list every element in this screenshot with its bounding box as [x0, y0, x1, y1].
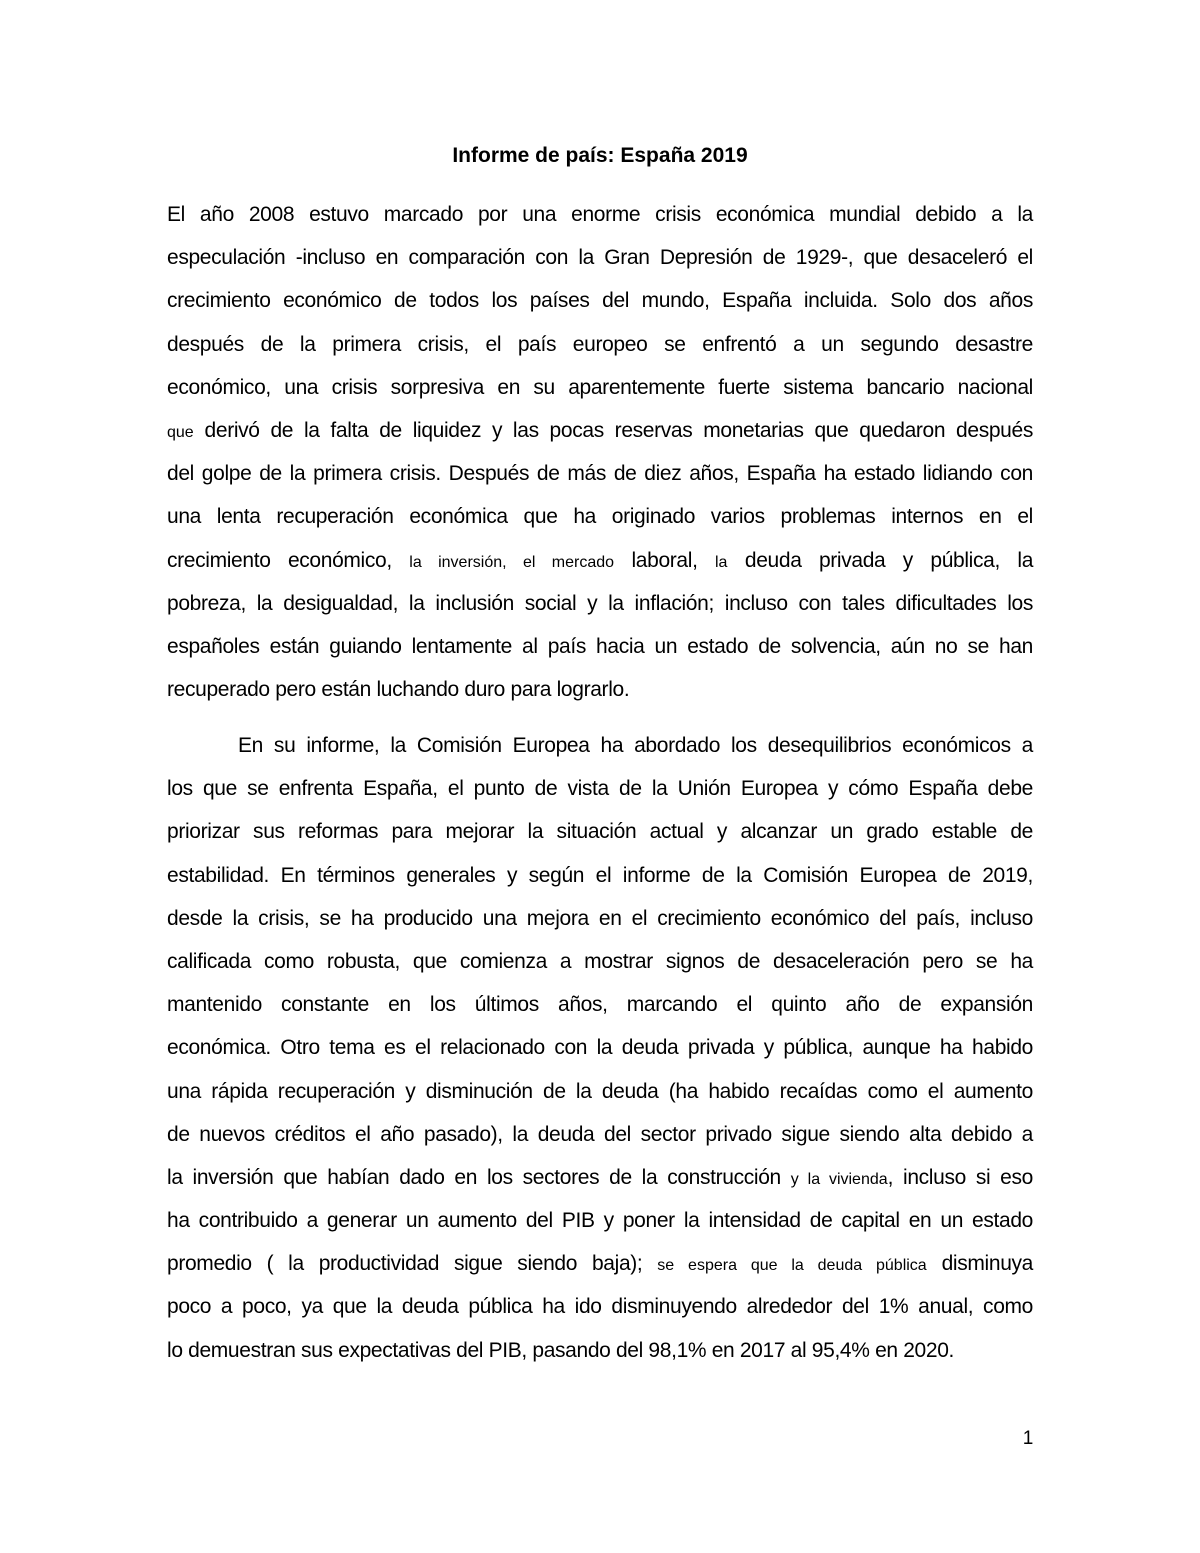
paragraph-line: ha contribuido a generar un aumento del PIB y poner la intensidad de capital en un estado	[167, 1209, 1033, 1233]
paragraph-line: económica. Otro tema es el relacionado con la deuda privada y pública, aunque ha habido	[167, 1036, 1033, 1060]
paragraph-line	[167, 1160, 1033, 1203]
paragraph-line: económico, una crisis sorpresiva en su aparentemente fuerte sistema bancario nacional	[167, 375, 1033, 399]
paragraph-line: calificada como robusta, que comienza a mostrar signos de desaceleración pero se ha	[167, 949, 1033, 973]
text-segment-small: se espera que la deuda pública	[657, 1257, 927, 1275]
paragraph-line: estabilidad. En términos generales y según el informe de la Comisión Europea de 2019,	[167, 863, 1033, 887]
text-segment: disminuya	[926, 1252, 1033, 1276]
paragraph-line: mantenido constante en los últimos años, marcando el quinto año de expansión	[167, 993, 1033, 1017]
paragraph-line: una lenta recuperación económica que ha originado varios problemas internos en el	[167, 505, 1033, 529]
paragraph-line: desde la crisis, se ha producido una mejora en el crecimiento económico del país, incluso	[167, 906, 1033, 930]
paragraph-line: poco a poco, ya que la deuda pública ha ido disminuyendo alrededor del 1% anual, como	[167, 1295, 1033, 1319]
paragraph-line-last: recuperado pero están luchando duro para lograrlo.	[167, 678, 630, 702]
text-segment-small: la inversión, el mercado	[409, 553, 615, 571]
paragraph-line: crecimiento económico de todos los países del mundo, España incluida. Solo dos años	[167, 289, 1033, 313]
paragraph-line: del golpe de la primera crisis. Después de más de diez años, España ha estado lidiando con	[167, 462, 1033, 486]
text-segment: crecimiento económico,	[167, 548, 410, 572]
paragraph-line: una rápida recuperación y disminución de la deuda (ha habido recaídas como el aumento	[167, 1079, 1033, 1103]
text-segment-small: la	[715, 553, 728, 571]
text-segment: promedio ( la productividad sigue siendo baja);	[167, 1252, 658, 1276]
text-segment: derivó de la falta de liquidez y las pocas reservas monetarias que quedaron después	[193, 418, 1033, 442]
text-segment: , incluso si eso	[887, 1165, 1033, 1189]
document-title: Informe de país: España 2019	[452, 144, 748, 167]
paragraph-line: En su informe, la Comisión Europea ha abordado los desequilibrios económicos a	[238, 734, 1033, 757]
paragraph-1	[167, 197, 1033, 715]
text-segment: la inversión que habían dado en los sectores de la construcción	[167, 1165, 791, 1189]
text-segment: laboral,	[614, 548, 715, 572]
paragraph-line: españoles están guiando lentamente al país hacia un estado de solvencia, aún no se han	[167, 634, 1033, 658]
paragraph-line: pobreza, la desigualdad, la inclusión social y la inflación; incluso con tales dificultades los	[167, 591, 1033, 615]
paragraph-2	[167, 728, 1033, 1376]
paragraph-line: especulación -incluso en comparación con la Gran Depresión de 1929-, que desaceleró el	[167, 246, 1033, 270]
text-segment-small: y la vivienda	[790, 1170, 888, 1188]
paragraph-line: de nuevos créditos el año pasado), la deuda del sector privado sigue siendo alta debido a	[167, 1122, 1033, 1146]
paragraph-line: después de la primera crisis, el país europeo se enfrentó a un segundo desastre	[167, 332, 1033, 356]
paragraph-line	[167, 543, 1033, 586]
paragraph-line	[167, 413, 1033, 456]
paragraph-line: El año 2008 estuvo marcado por una enorme crisis económica mundial debido a la	[167, 203, 1033, 226]
paragraph-line-last: lo demuestran sus expectativas del PIB, pasando del 98,1% en 2017 al 95,4% en 2020.	[167, 1338, 955, 1362]
paragraph-line: priorizar sus reformas para mejorar la situación actual y alcanzar un grado estable de	[167, 820, 1033, 844]
page-number: 1	[1022, 1428, 1034, 1449]
paragraph-line	[167, 1246, 1033, 1289]
paragraph-line: los que se enfrenta España, el punto de vista de la Unión Europea y cómo España debe	[167, 777, 1033, 801]
text-segment-small: que	[167, 423, 194, 441]
text-segment: deuda privada y pública, la	[727, 548, 1034, 572]
